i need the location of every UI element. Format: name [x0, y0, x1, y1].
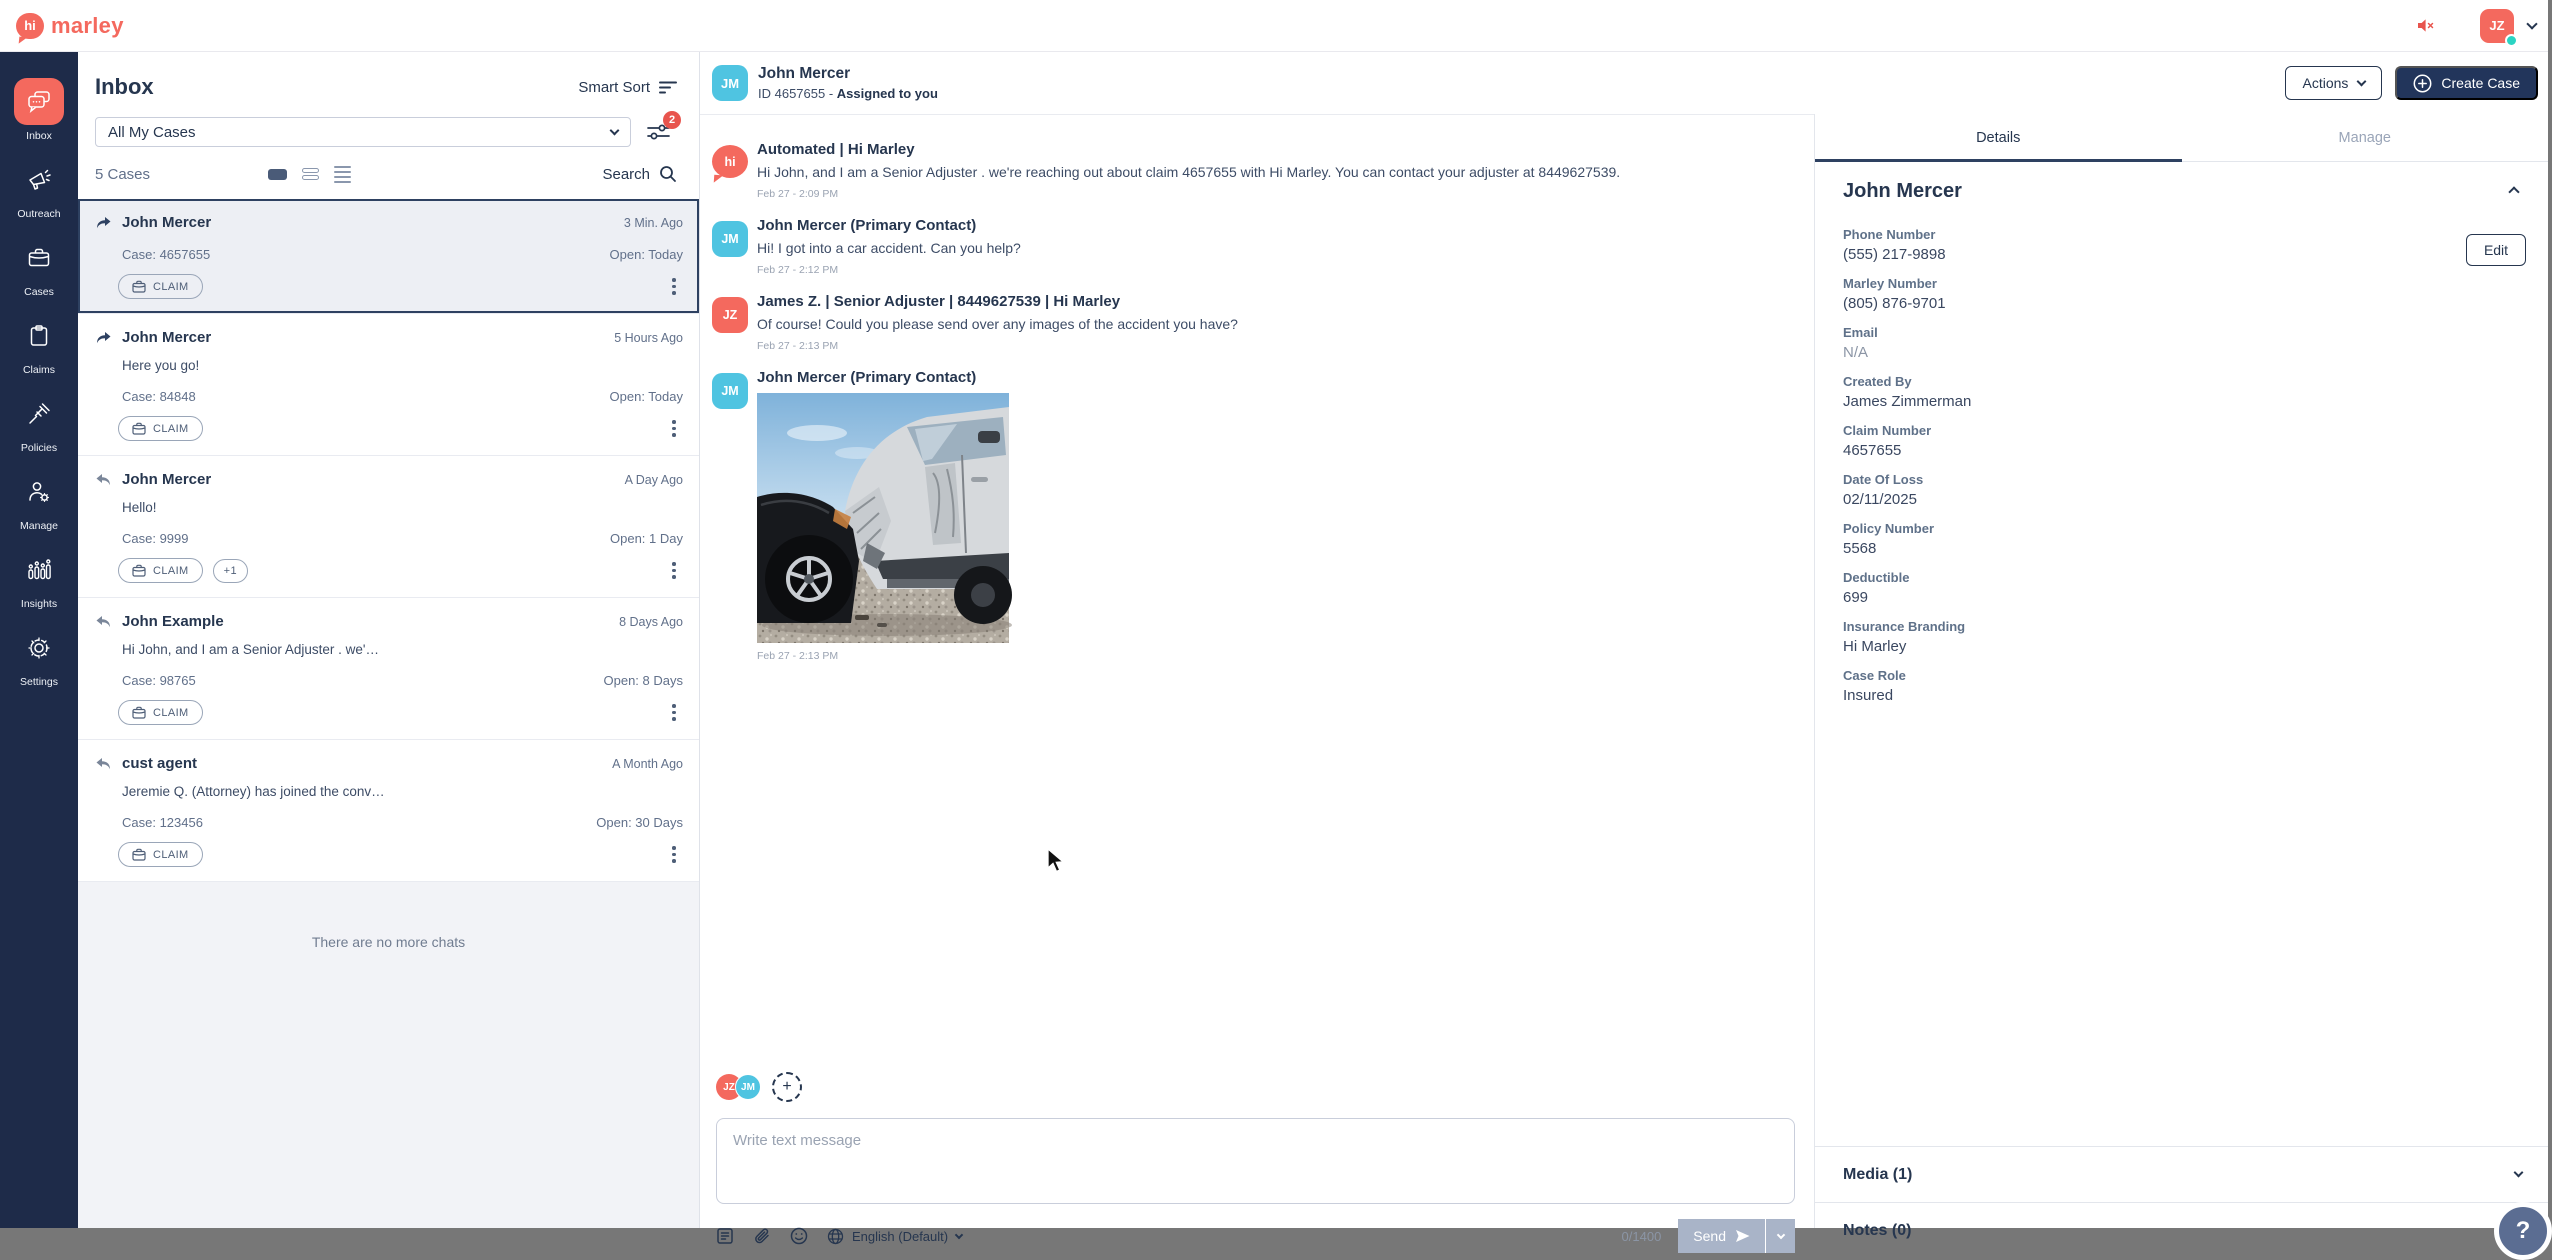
claim-tag: CLAIM [118, 416, 203, 441]
participant-avatar-jz: JZ [716, 1074, 742, 1100]
case-number: Case: 98765 [122, 673, 196, 688]
chat-case-id: ID 4657655 - Assigned to you [758, 86, 938, 101]
forward-arrow-icon [95, 331, 112, 345]
smart-sort-button[interactable] [578, 79, 677, 96]
message-timestamp: Feb 27 - 2:13 PM [757, 650, 839, 662]
globe-icon [827, 1228, 844, 1245]
case-open-duration: Open: Today [609, 247, 683, 262]
field-value: 02/11/2025 [1843, 491, 1917, 508]
sidebar-item-policies[interactable] [14, 390, 64, 454]
field-label: Marley Number [1843, 276, 1937, 291]
topbar-right [2417, 9, 2536, 43]
hi-marley-logo [16, 13, 124, 39]
forward-arrow-icon [95, 216, 112, 230]
tab-details[interactable]: Details [1815, 114, 2182, 161]
language-selector[interactable] [827, 1228, 962, 1245]
inbox-panel [78, 52, 700, 1228]
case-filter-select[interactable] [95, 117, 631, 147]
composer-toolbar [716, 1219, 1795, 1253]
case-open-duration: Open: Today [609, 389, 683, 404]
field-label: Email [1843, 325, 1878, 340]
message-preview: Hello! [122, 500, 157, 515]
field-value: 699 [1843, 589, 1869, 606]
inbox-title: Inbox [95, 74, 154, 99]
details-body [1815, 162, 2548, 705]
sidebar-item-claims[interactable] [14, 312, 64, 376]
case-card-name: John Mercer [122, 471, 212, 488]
hi-marley-bot-avatar: hi [712, 145, 748, 178]
bar-chart-icon [14, 546, 64, 593]
field-value: James Zimmerman [1843, 393, 1972, 410]
case-card-name: John Example [122, 613, 224, 630]
emoji-icon[interactable] [790, 1227, 808, 1245]
card-menu-kebab[interactable] [669, 417, 679, 440]
mute-icon[interactable] [2417, 18, 2434, 33]
sidebar [0, 52, 78, 1228]
person-gear-icon [14, 468, 64, 515]
clipboard-icon [14, 312, 64, 359]
details-panel [1814, 114, 2548, 1239]
sidebar-item-settings[interactable] [14, 624, 64, 688]
message-preview: Here you go! [122, 358, 200, 373]
case-open-duration: Open: 30 Days [596, 815, 683, 830]
message-timestamp: Feb 27 - 2:09 PM [757, 188, 839, 200]
case-count: 5 Cases [95, 165, 151, 183]
field-label: Created By [1843, 374, 1912, 389]
actions-chevron-icon [2357, 77, 2367, 87]
field-label: Case Role [1843, 668, 1906, 683]
message-preview: Hi John, and I am a Senior Adjuster . we'… [122, 642, 379, 657]
edit-button[interactable]: Edit [2466, 234, 2526, 266]
details-sections [1815, 1146, 2548, 1258]
case-number: Case: 84848 [122, 389, 196, 404]
notes-section-header[interactable]: Notes (0) [1815, 1202, 2548, 1258]
sidebar-item-cases[interactable] [14, 234, 64, 298]
briefcase-tag-icon [132, 280, 146, 293]
message-sender: James Z. | Senior Adjuster | 8449627539 | Hi Marley [757, 293, 1121, 310]
claim-tag: CLAIM [118, 558, 203, 583]
send-button[interactable]: Send [1678, 1219, 1765, 1253]
card-menu-kebab[interactable] [669, 275, 679, 298]
search-label: Search [602, 165, 650, 183]
language-chevron-icon [955, 1231, 963, 1239]
case-open-duration: Open: 1 Day [610, 531, 683, 546]
contact-avatar: JM [712, 373, 748, 409]
reply-arrow-icon [95, 757, 112, 771]
details-tabs [1815, 114, 2548, 162]
logo-text: marley [51, 12, 124, 38]
field-label: Date Of Loss [1843, 472, 1924, 487]
case-number: Case: 9999 [122, 531, 189, 546]
case-number: Case: 4657655 [122, 247, 211, 262]
message-body: Of course! Could you please send over any images of the accident you have? [757, 316, 1238, 332]
case-card-name: John Mercer [122, 329, 212, 346]
case-number: Case: 123456 [122, 815, 203, 830]
help-button[interactable]: ? [2494, 1202, 2552, 1260]
view-toggles [268, 166, 351, 183]
contact-avatar: JM [712, 221, 748, 257]
details-contact-name: John Mercer [1843, 180, 1962, 202]
smart-sort-label: Smart Sort [578, 78, 650, 96]
briefcase-tag-icon [132, 848, 146, 861]
list-view-toggle-icon[interactable] [334, 166, 351, 183]
conversation-participants [716, 1072, 1795, 1102]
actions-button[interactable]: Actions [2285, 66, 2382, 100]
message-timestamp: Feb 27 - 2:12 PM [757, 264, 839, 276]
select-chevron-icon [610, 126, 620, 136]
search-button[interactable] [602, 165, 677, 183]
user-avatar[interactable]: JZ [2480, 9, 2514, 43]
sort-icon [659, 81, 677, 94]
card-view-toggle-icon[interactable] [268, 169, 287, 180]
reply-arrow-icon [95, 615, 112, 629]
field-value: N/A [1843, 344, 1869, 361]
briefcase-tag-icon [132, 422, 146, 435]
case-card-time: A Day Ago [624, 472, 683, 487]
case-filter-value: All My Cases [108, 123, 196, 141]
case-card[interactable] [78, 740, 699, 882]
message [712, 369, 1794, 662]
filter-sliders-button[interactable] [647, 114, 676, 142]
online-status-dot [2505, 34, 2518, 47]
contact-fields [1843, 227, 2263, 705]
message [712, 141, 1794, 200]
media-section-header[interactable]: Media (1) [1815, 1146, 2548, 1202]
message-sender: John Mercer (Primary Contact) [757, 369, 977, 386]
briefcase-tag-icon [132, 564, 146, 577]
message-timestamp: Feb 27 - 2:13 PM [757, 340, 839, 352]
field-value: (805) 876-9701 [1843, 295, 1946, 312]
no-more-chats-message: There are no more chats [78, 882, 699, 1228]
claim-tag: CLAIM [118, 274, 203, 299]
sidebar-item-outreach[interactable] [14, 156, 64, 220]
case-card-time: A Month Ago [612, 756, 683, 771]
sidebar-label: Cases [24, 286, 54, 298]
compact-view-toggle-icon[interactable] [302, 168, 319, 180]
message-input[interactable] [716, 1118, 1795, 1204]
sidebar-item-manage[interactable] [14, 468, 64, 532]
sidebar-label: Insights [20, 598, 58, 610]
contact-avatar: JM [712, 65, 748, 101]
briefcase-icon [14, 234, 64, 281]
language-value: English (Default) [852, 1228, 949, 1244]
attachment-icon[interactable] [753, 1227, 771, 1245]
field-label: Claim Number [1843, 423, 1932, 438]
sidebar-label: Policies [20, 442, 58, 454]
add-participant-button[interactable]: + [772, 1072, 802, 1102]
field-label: Policy Number [1843, 521, 1935, 536]
message-composer [700, 1056, 1814, 1244]
template-icon[interactable] [716, 1227, 734, 1245]
field-value: Hi Marley [1843, 638, 1907, 655]
field-label: Deductible [1843, 570, 1910, 585]
sidebar-label: Manage [20, 520, 58, 532]
message-list [700, 115, 1814, 1056]
sidebar-label: Outreach [17, 208, 61, 220]
field-value: 4657655 [1843, 442, 1902, 459]
sidebar-item-inbox[interactable] [14, 78, 64, 142]
participant-avatar-jm: JM [735, 1074, 761, 1100]
extra-tags-pill: +1 [213, 559, 248, 583]
topbar [0, 0, 2548, 52]
gear-icon [14, 624, 64, 671]
sidebar-item-insights[interactable] [14, 546, 64, 610]
message-body: Hi John, and I am a Senior Adjuster . we're reaching out about claim 4657655 with Hi Marley. You can contact your adjuster at 8449627539. [757, 164, 1621, 180]
sidebar-label: Settings [20, 676, 58, 688]
logo-bubble-icon: hi [16, 13, 44, 39]
case-card-time: 3 Min. Ago [623, 215, 683, 230]
create-case-button[interactable]: Create Case [2395, 66, 2538, 100]
case-card-name: cust agent [122, 755, 198, 772]
reply-arrow-icon [95, 473, 112, 487]
media-chevron-icon [2514, 1168, 2524, 1178]
field-value: (555) 217-9898 [1843, 246, 1946, 263]
case-card-list [78, 199, 699, 882]
inbox-header [78, 52, 699, 199]
case-card-time: 8 Days Ago [619, 614, 683, 629]
case-card-name: John Mercer [122, 214, 212, 231]
sidebar-label: Claims [22, 364, 56, 376]
send-plane-icon [1735, 1229, 1750, 1243]
card-menu-kebab[interactable] [669, 701, 679, 724]
gavel-icon [14, 390, 64, 437]
case-card[interactable] [78, 456, 699, 598]
case-card-time: 5 Hours Ago [614, 330, 683, 345]
message [712, 217, 1794, 276]
claim-tag: CLAIM [118, 842, 203, 867]
inbox-chat-icon [14, 78, 64, 125]
plus-circle-icon [2413, 74, 2432, 93]
send-options-button[interactable] [1765, 1219, 1795, 1253]
account-menu-chevron-icon[interactable] [2526, 18, 2537, 29]
message [712, 293, 1794, 352]
card-menu-kebab[interactable] [669, 559, 679, 582]
collapse-section-button[interactable] [2510, 183, 2518, 201]
field-label: Insurance Branding [1843, 619, 1966, 634]
field-label: Phone Number [1843, 227, 1936, 242]
sidebar-label: Inbox [26, 130, 52, 142]
adjuster-avatar: JZ [712, 297, 748, 333]
briefcase-tag-icon [132, 706, 146, 719]
assigned-badge: Assigned to you [836, 86, 938, 101]
case-card[interactable] [78, 314, 699, 456]
case-card[interactable] [78, 199, 699, 314]
filter-count-badge: 2 [663, 111, 681, 129]
field-value: 5568 [1843, 540, 1877, 557]
message-sender: John Mercer (Primary Contact) [757, 217, 977, 234]
case-open-duration: Open: 8 Days [603, 673, 683, 688]
chat-contact-name: John Mercer [758, 65, 851, 82]
megaphone-icon [14, 156, 64, 203]
character-counter: 0/1400 [1621, 1228, 1662, 1244]
search-icon [659, 165, 677, 183]
claim-tag: CLAIM [118, 700, 203, 725]
chat-header [700, 52, 2548, 114]
car-accident-photo-attachment[interactable] [757, 393, 1009, 643]
message-sender: Automated | Hi Marley [757, 141, 915, 158]
tab-manage[interactable]: Manage [2338, 129, 2391, 146]
send-button-group [1678, 1219, 1795, 1253]
field-value: Insured [1843, 687, 1894, 704]
message-body: Hi! I got into a car accident. Can you help? [757, 240, 1021, 256]
message-preview: Jeremie Q. (Attorney) has joined the conv… [122, 784, 385, 799]
case-card[interactable] [78, 598, 699, 740]
card-menu-kebab[interactable] [669, 843, 679, 866]
